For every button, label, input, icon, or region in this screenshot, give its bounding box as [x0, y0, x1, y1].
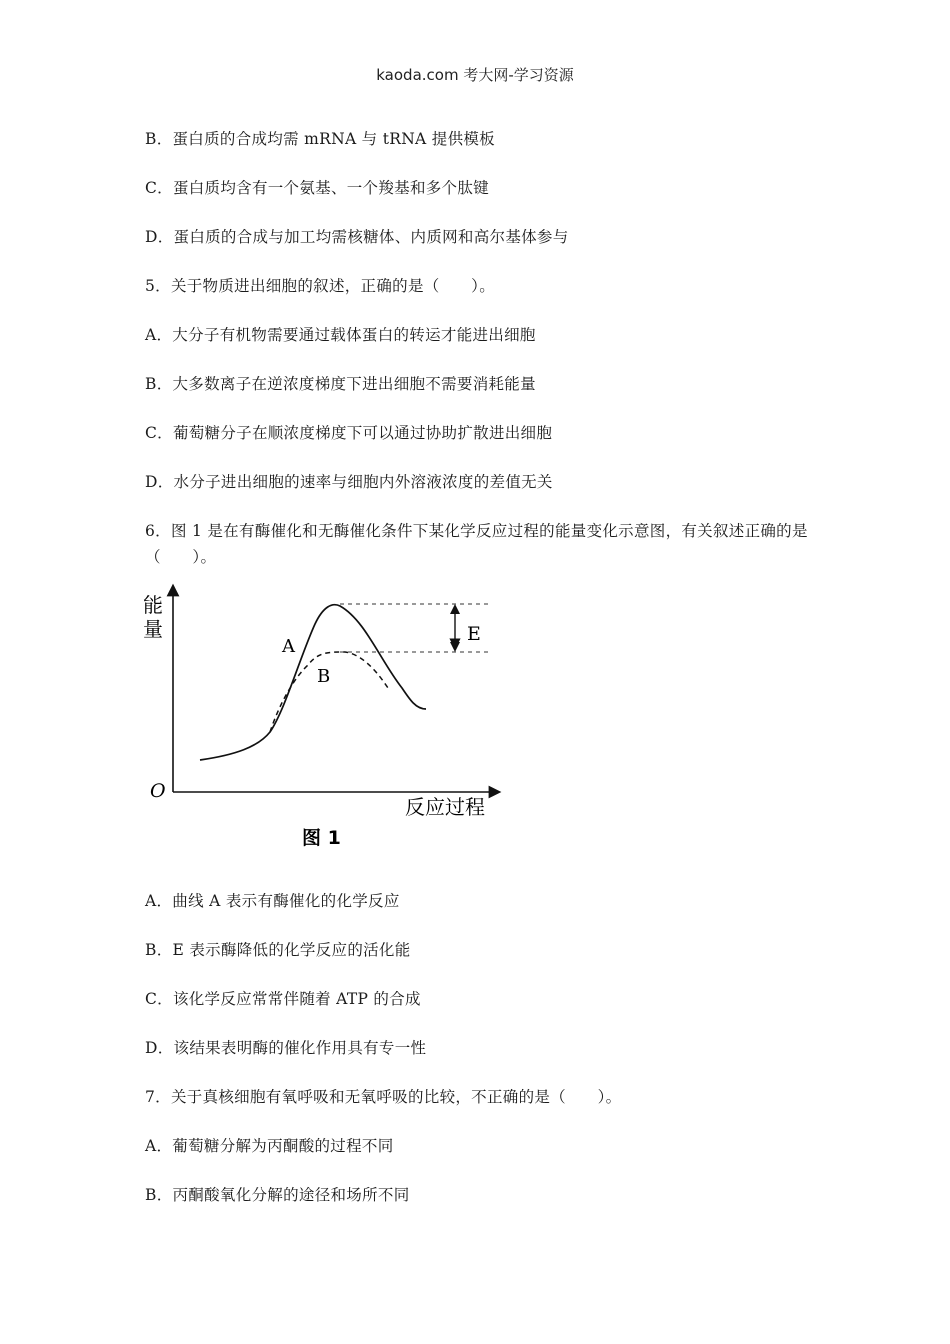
arrow-down-head [450, 642, 460, 652]
curve-a [200, 605, 426, 760]
q4-option-d: D．蛋白质的合成与加工均需核糖体、内质网和高尔基体参与 [145, 228, 569, 246]
q6-option-d: D．该结果表明酶的催化作用具有专一性 [145, 1039, 427, 1057]
x-axis-label: 反应过程 [405, 795, 485, 819]
q6-option-a: A．曲线 A 表示有酶催化的化学反应 [145, 892, 400, 910]
curve-b [270, 652, 388, 732]
y-axis-label-1: 能 [143, 593, 163, 617]
energy-label-e: E [467, 623, 481, 645]
q5-option-a: A．大分子有机物需要通过载体蛋白的转运才能进出细胞 [145, 326, 536, 344]
curve-a-label: A [282, 636, 295, 657]
q7-option-a: A．葡萄糖分解为丙酮酸的过程不同 [145, 1137, 394, 1155]
arrow-up-head [450, 604, 460, 614]
y-axis-label-2: 量 [143, 617, 163, 641]
q5-option-c: C．葡萄糖分子在顺浓度梯度下可以通过协助扩散进出细胞 [145, 424, 553, 442]
q5-option-b: B．大多数离子在逆浓度梯度下进出细胞不需要消耗能量 [145, 375, 536, 393]
q7-stem: 7．关于真核细胞有氧呼吸和无氧呼吸的比较，不正确的是（ ）。 [145, 1088, 622, 1106]
figure-caption: 图 1 [302, 827, 341, 849]
energy-diagram-svg [140, 582, 520, 857]
q5-option-d: D．水分子进出细胞的速率与细胞内外溶液浓度的差值无关 [145, 473, 553, 491]
q5-stem: 5．关于物质进出细胞的叙述，正确的是（ ）。 [145, 277, 496, 295]
q7-option-b: B．丙酮酸氧化分解的途径和场所不同 [145, 1186, 410, 1204]
q6-stem: 6．图 1 是在有酶催化和无酶催化条件下某化学反应过程的能量变化示意图，有关叙述正确的是（ ）。 [145, 522, 808, 566]
q4-option-b: B．蛋白质的合成均需 mRNA 与 tRNA 提供模板 [145, 130, 495, 148]
page-header: kaoda.com 考大网-学习资源 [376, 66, 574, 84]
energy-diagram [140, 582, 520, 857]
q6-option-b: B．E 表示酶降低的化学反应的活化能 [145, 941, 411, 959]
q6-option-c: C．该化学反应常常伴随着 ATP 的合成 [145, 990, 421, 1008]
q4-option-c: C．蛋白质均含有一个氨基、一个羧基和多个肽键 [145, 179, 489, 197]
curve-b-label: B [317, 666, 331, 687]
origin-label: O [150, 780, 166, 802]
